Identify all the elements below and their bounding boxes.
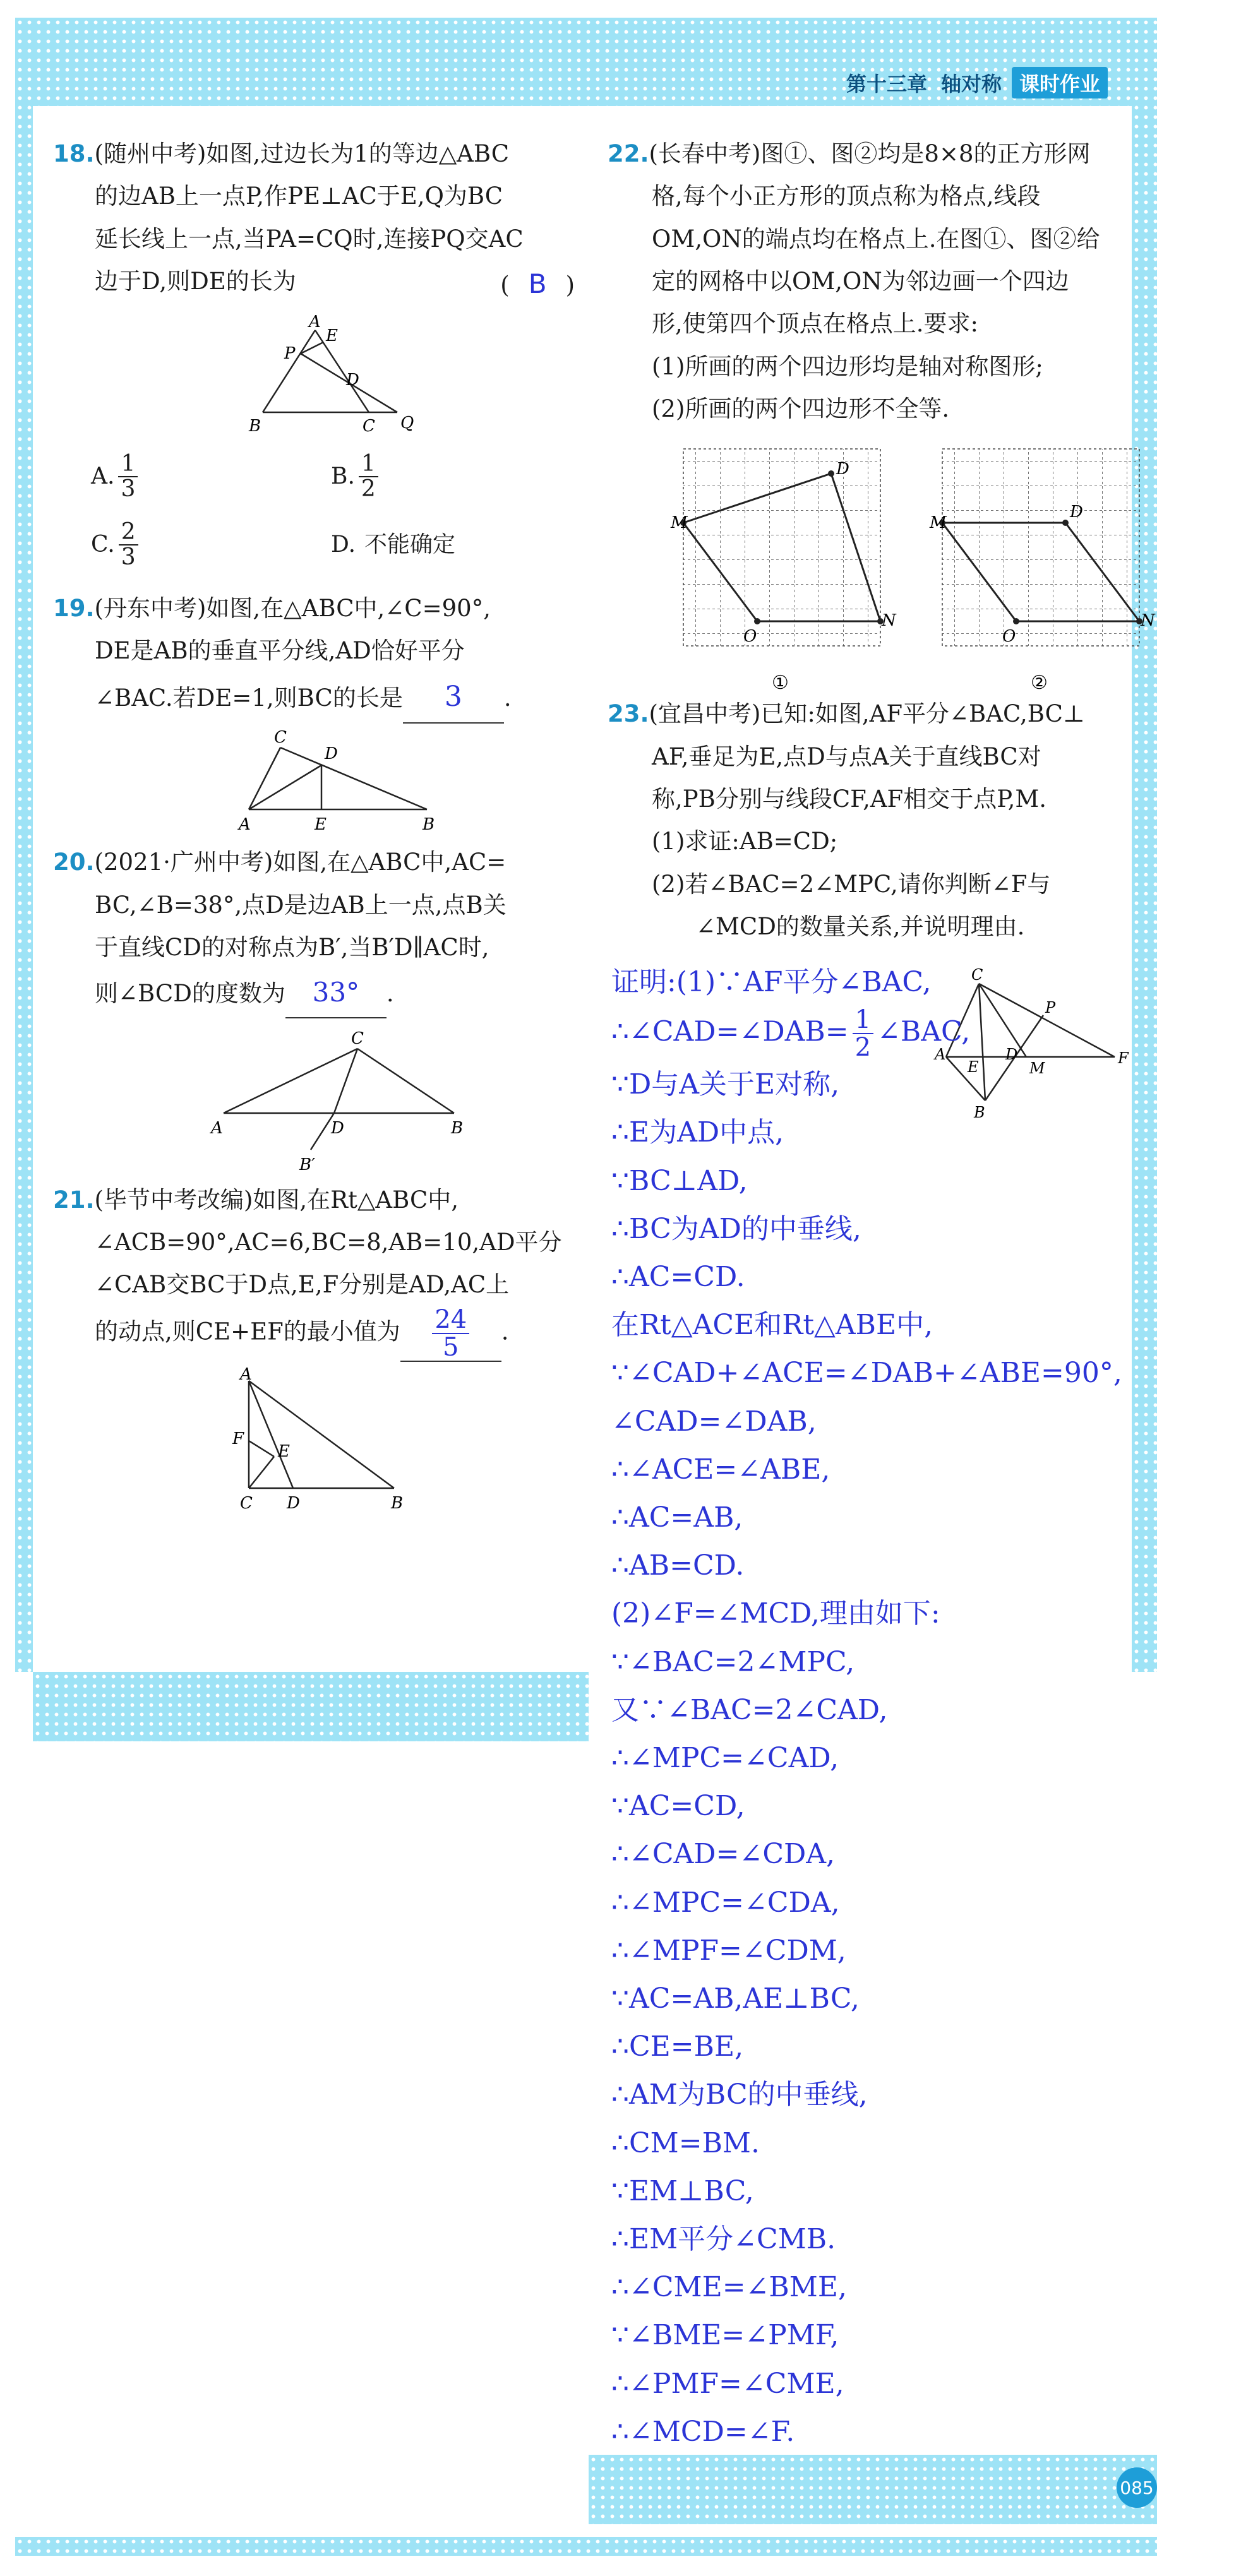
q18-label-p: P (284, 344, 296, 364)
q21-label-c: C (240, 1493, 253, 1513)
solution-line: ∴∠CME=∠BME, (611, 2271, 847, 2304)
q23-line: 已知:如图,AF平分∠BAC,BC⊥ (760, 700, 1085, 728)
q19-line: DE是AB的垂直平分线,AD恰好平分 (95, 636, 465, 664)
q18-figure (243, 314, 432, 441)
q22-fig1-label-m: M (671, 513, 688, 533)
solution-line: ∴AM为BC的中垂线, (611, 2078, 868, 2111)
q20-line: 于直线CD的对称点为B′,当B′D∥AC时, (95, 934, 489, 961)
bottom-band (589, 2455, 1157, 2524)
solution-line: 在Rt△ACE和Rt△ABE中, (611, 1309, 933, 1342)
question-19: 19.(丹东中考)如图,在△ABC中,∠C=90°, DE是AB的垂直平分线,AD恰好平分 ∠BAC.若DE=1,则BC的长是 3 . C D A E B (53, 587, 577, 835)
q21-label-e: E (278, 1441, 290, 1461)
question-23 (608, 693, 1132, 948)
q21-label-a: A (240, 1364, 252, 1384)
q22-fig2-label-n: N (1141, 611, 1155, 631)
q18-answer: B (528, 268, 547, 299)
q23-label-f: F (1118, 1049, 1129, 1067)
q18-option-b[interactable]: B. $\frac{1}{2}$ (331, 452, 571, 501)
q18-line: 的边AB上一点P,作PE⊥AC于E,Q为BC (95, 182, 503, 210)
q22-fig1-label-o: O (743, 627, 757, 647)
q23-line: (1)求证:AB=CD; (652, 828, 838, 856)
q23-line: AF,垂足为E,点D与点A关于直线BC对 (652, 742, 1041, 770)
q22-fig2-label-o: O (1002, 627, 1016, 647)
q21-number: 21. (53, 1186, 95, 1213)
q18-line: 延长线上一点,当PA=CQ时,连接PQ交AC (95, 225, 524, 253)
question-20: 20.(2021·广州中考)如图,在△ABC中,AC= BC,∠B=38°,点D是边AB上一点,点B关 于直线CD的对称点为B′,当B′D∥AC时, 则∠BCD的度数为 33° . C A D B B′ (53, 841, 577, 1176)
page-number: 085 (1117, 2467, 1157, 2508)
q22-line: (1)所画的两个四边形均是轴对称图形; (652, 352, 1043, 380)
q20-label-c: C (351, 1029, 364, 1048)
q23-label-p: P (1045, 999, 1056, 1017)
q19-line: ∠BAC.若DE=1,则BC的长是 (95, 684, 403, 712)
solution-line: ∴∠MPC=∠CAD, (611, 1742, 839, 1775)
q23-line: ∠MCD的数量关系,并说明理由. (696, 912, 1025, 940)
question-21: 21.(毕节中考改编)如图,在Rt△ABC中, ∠ACB=90°,AC=6,BC=8,AB=10,AD平分 ∠CAB交BC于D点,E,F分别是AD,AC上 的动点,则CE+EF的最小值为 $\frac{24}{5}$ . A F E C D B (53, 1179, 577, 1513)
q22-figures (671, 436, 1155, 701)
q21-label-b: B (391, 1493, 404, 1513)
q22-number: 22. (608, 140, 649, 167)
q20-figure (205, 1025, 470, 1176)
q18-option-c[interactable]: C. $\frac{2}{3}$ (91, 520, 331, 569)
q22-line: 图①、图②均是8×8的正方形网 (760, 140, 1091, 167)
q23-line: 称,PB分别与线段CF,AF相交于点P,M. (652, 785, 1047, 813)
solution-line: ∵AC=AB,AE⊥BC, (611, 1983, 860, 2015)
q18-label-q: Q (400, 414, 414, 433)
q19-number: 19. (53, 594, 95, 622)
solution-line: ∴AC=AB, (611, 1501, 743, 1534)
q23-label-e: E (968, 1058, 979, 1076)
q21-line: 如图,在Rt△ABC中, (253, 1186, 459, 1213)
solution-line: ∵AC=CD, (611, 1790, 745, 1823)
solution-line: 又∵∠BAC=2∠CAD, (611, 1693, 888, 1726)
q21-line: 的动点,则CE+EF的最小值为 (95, 1318, 400, 1345)
solution-line: 证明:(1)∵AF平分∠BAC, (611, 966, 932, 998)
q19-answer: 3 (444, 681, 462, 713)
q20-label-b: B (451, 1118, 464, 1138)
q19-figure (230, 727, 470, 835)
solution-line: ∵BC⊥AD, (611, 1164, 748, 1197)
q21-source: (毕节中考改编) (94, 1186, 253, 1213)
q18-label-a: A (309, 313, 321, 332)
q22-figure-1 (671, 436, 896, 701)
q21-label-d: D (287, 1493, 300, 1513)
solution-line-fraction: ∴∠CAD=∠DAB= $\frac{1}{2}$ ∠BAC, (611, 1005, 971, 1063)
q22-line: (2)所画的两个四边形不全等. (652, 395, 950, 422)
q23-source: (宜昌中考) (649, 700, 761, 728)
solution-line: ∴EM平分∠CMB. (611, 2223, 836, 2256)
q22-line: 格,每个小正方形的顶点称为格点,线段 (652, 182, 1041, 210)
q20-number: 20. (53, 849, 95, 876)
left-column (53, 133, 577, 1513)
q18-source: (随州中考) (94, 140, 207, 167)
q20-label-bprime: B′ (299, 1155, 316, 1174)
q22-fig1-label-n: N (882, 611, 896, 631)
q23-label-c: C (971, 966, 983, 984)
solution-line: ∴∠CAD=∠CDA, (611, 1838, 836, 1871)
solution-line: ∵EM⊥BC, (611, 2174, 754, 2207)
q19-line: 如图,在△ABC中,∠C=90°, (206, 594, 491, 622)
q23-line: (2)若∠BAC=2∠MPC,请你判断∠F与 (652, 870, 1051, 898)
q20-line: BC,∠B=38°,点D是边AB上一点,点B关 (95, 891, 507, 919)
q22-fig1-label-d: D (836, 460, 849, 479)
q22-fig2-caption: ② (1031, 672, 1048, 695)
q18-options (91, 452, 577, 569)
solution-line: ∴∠MPC=∠CDA, (611, 1886, 840, 1919)
q19-source: (丹东中考) (94, 594, 207, 622)
solution-line: ∴∠MCD=∠F. (611, 2415, 795, 2448)
q22-line: OM,ON的端点均在格点上.在图①、图②给 (652, 225, 1100, 253)
brand-logo: 课时作业 (1012, 67, 1108, 98)
solution-line: ∵D与A关于E对称, (611, 1068, 840, 1101)
solution-line: ∵∠BME=∠PMF, (611, 2319, 839, 2352)
q21-line: ∠ACB=90°,AC=6,BC=8,AB=10,AD平分 (95, 1229, 562, 1256)
q19-label-b: B (423, 815, 435, 835)
q18-number: 18. (53, 140, 95, 167)
q20-line: 如图,在△ABC中,AC= (273, 849, 507, 876)
q19-label-d: D (325, 744, 338, 764)
q21-figure (224, 1364, 413, 1513)
q22-line: 定的网格中以OM,ON为邻边画一个四边 (652, 267, 1069, 295)
question-22 (608, 133, 1155, 701)
q23-label-m: M (1029, 1059, 1045, 1077)
q18-line: 边于D,则DE的长为 (95, 267, 296, 295)
q22-figure-2 (930, 436, 1155, 701)
q20-label-d: D (331, 1118, 344, 1138)
solution-line: ∴AB=CD. (611, 1549, 745, 1582)
q23-number: 23. (608, 700, 649, 728)
solution-line: ∴E为AD中点, (611, 1116, 784, 1149)
q20-line: 则∠BCD的度数为 (95, 980, 285, 1008)
solution-line: (2)∠F=∠MCD,理由如下: (611, 1597, 940, 1630)
q22-fig2-label-d: D (1070, 503, 1083, 522)
q18-option-d[interactable]: D. 不能确定 (331, 532, 456, 558)
q21-label-f: F (232, 1429, 244, 1448)
left-strip (15, 18, 33, 1672)
solution-line: ∵∠BAC=2∠MPC, (611, 1645, 855, 1678)
q22-fig1-caption: ① (772, 672, 789, 695)
question-18 (53, 133, 577, 569)
topic-label: 轴对称 (941, 72, 1002, 96)
q23-label-b: B (974, 1104, 985, 1121)
q21-answer: $\frac{24}{5}$ (432, 1306, 469, 1361)
q21-line: ∠CAB交BC于D点,E,F分别是AD,AC上 (95, 1271, 510, 1299)
solution-line: ∴∠ACE=∠ABE, (611, 1453, 830, 1486)
chapter-label: 第十三章 (846, 72, 928, 96)
q22-line: 形,使第四个顶点在格点上.要求: (652, 310, 978, 338)
q23-label-d: D (1005, 1046, 1018, 1063)
q19-label-e: E (315, 815, 327, 835)
chapter-header (846, 64, 1108, 101)
solution-line: ∴BC为AD的中垂线, (611, 1212, 861, 1245)
q18-line: 如图,过边长为1的等边△ABC (206, 140, 510, 167)
q23-label-a: A (935, 1046, 946, 1063)
q18-label-c: C (363, 417, 375, 436)
q20-label-a: A (211, 1118, 223, 1138)
solution-line: ∴∠PMF=∠CME, (611, 2367, 844, 2400)
q18-label-b: B (249, 417, 261, 436)
q20-source: (2021·广州中考) (94, 849, 273, 876)
solution-line: ∴CM=BM. (611, 2126, 760, 2159)
q22-source: (长春中考) (649, 140, 761, 167)
q19-label-c: C (274, 728, 287, 748)
q18-label-e: E (326, 326, 338, 346)
solution-line: ∵∠CAD+∠ACE=∠DAB+∠ABE=90°, (611, 1357, 1122, 1390)
q18-answer-paren: ( B ) (500, 268, 575, 299)
solution-line: ∴∠MPF=∠CDM, (611, 1934, 846, 1967)
q19-label-a: A (239, 815, 251, 835)
right-column (608, 133, 1155, 948)
q20-answer: 33° (312, 977, 360, 1008)
solution-line: ∴CE=BE, (611, 2030, 744, 2063)
q18-label-d: D (346, 371, 359, 390)
solution-line: ∠CAD=∠DAB, (611, 1405, 817, 1438)
bottom-edge-band (15, 2537, 1157, 2556)
q22-fig2-label-m: M (930, 513, 947, 533)
q18-option-a[interactable]: A. $\frac{1}{3}$ (91, 452, 331, 501)
left-bottom-band (33, 1672, 589, 1741)
solution-line: ∴AC=CD. (611, 1261, 745, 1294)
q23-solution (611, 958, 1243, 2456)
